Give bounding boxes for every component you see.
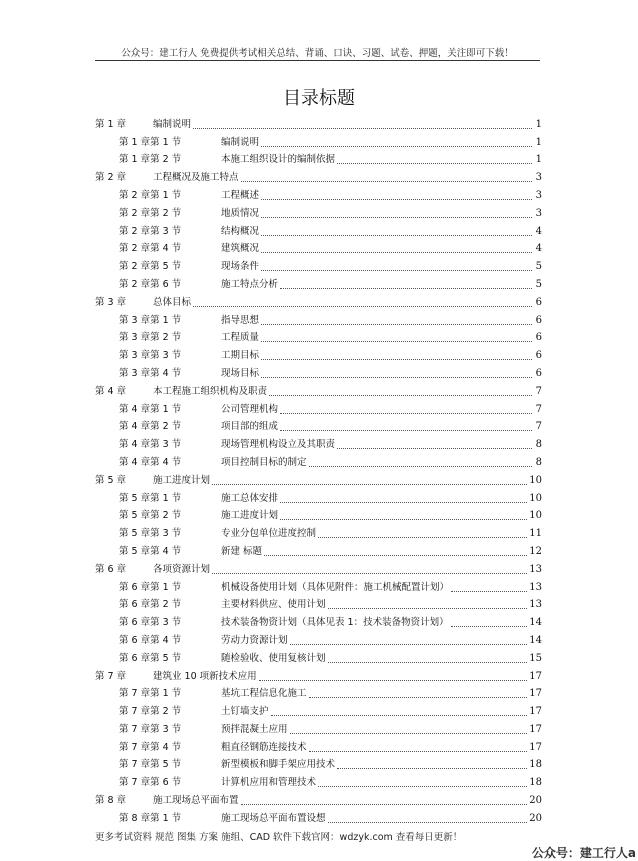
table-of-contents [95,113,542,825]
dot-leader [337,768,527,769]
toc-entry-title: 工程概况及施工特点 [153,172,239,184]
toc-entry-number: 第 5 章第 1 节 [119,492,182,504]
dot-leader [280,413,532,414]
page-title: 目录标题 [283,88,355,109]
toc-page-number: 14 [529,617,542,629]
toc-page-number: 1 [535,118,542,130]
toc-entry-title: 编制说明 [153,118,192,130]
toc-entry-title: 新型模板和脚手架应用技术 [221,759,336,771]
toc-page-number: 12 [529,545,542,557]
toc-page-number: 6 [535,332,542,344]
toc-section-entry[interactable] [95,718,542,736]
dot-leader [280,519,527,520]
toc-entry-number: 第 5 章第 3 节 [119,528,182,540]
toc-entry-number: 第 6 章第 1 节 [119,581,182,593]
toc-entry-number: 第 7 章第 1 节 [119,688,182,700]
toc-entry-number: 第 4 章第 3 节 [119,439,182,451]
dot-leader [193,128,532,129]
toc-entry-title: 劳动力资源计划 [221,634,288,646]
toc-entry-title: 现场目标 [221,367,260,379]
toc-entry-title: 专业分包单位进度控制 [221,528,317,540]
toc-page-number: 13 [529,563,542,575]
toc-page-number: 3 [535,172,542,184]
toc-section-entry[interactable] [95,576,542,594]
toc-chapter-entry[interactable] [95,558,542,576]
toc-page-number: 20 [529,795,542,807]
toc-entry-number: 第 4 章第 4 节 [119,456,182,468]
toc-entry-title: 建筑概况 [221,243,260,255]
toc-entry-number: 第 5 章第 4 节 [119,545,182,557]
toc-entry-title: 土钉墙支护 [221,706,269,718]
toc-entry-title: 地质情况 [221,207,260,219]
toc-entry-number: 第 4 章第 2 节 [119,421,182,433]
toc-page-number: 18 [529,759,542,771]
toc-page-number: 20 [529,812,542,824]
toc-section-entry[interactable] [95,700,542,718]
toc-entry-number: 第 7 章第 3 节 [119,723,182,735]
toc-page-number: 7 [535,421,542,433]
toc-entry-number: 第 3 章第 3 节 [119,350,182,362]
dot-leader [261,199,532,200]
toc-chapter-entry[interactable] [95,665,542,683]
toc-section-entry[interactable] [95,433,542,451]
toc-entry-title: 技术装备物资计划（具体见表 1：技术装备物资计划） [221,617,449,629]
toc-entry-number: 第 2 章第 6 节 [119,278,182,290]
toc-entry-title: 各项资源计划 [153,563,211,575]
toc-entry-number: 第 8 章第 1 节 [119,812,182,824]
toc-section-entry[interactable] [95,238,542,256]
dot-leader [337,163,532,164]
toc-chapter-entry[interactable] [95,789,542,807]
dot-leader [261,359,532,360]
toc-page-number: 5 [535,261,542,273]
toc-entry-title: 本工程施工组织机构及职责 [153,385,268,397]
dot-leader [337,448,532,449]
toc-entry-number: 第 6 章第 3 节 [119,617,182,629]
toc-section-entry[interactable] [95,149,542,167]
toc-entry-number: 第 6 章第 5 节 [119,652,182,664]
dot-leader [261,217,532,218]
dot-leader [212,573,527,574]
toc-entry-title: 施工进度计划 [153,474,211,486]
toc-entry-title: 建筑业 10 项新技术应用 [153,670,257,682]
dot-leader [212,484,527,485]
dot-leader [264,555,527,556]
toc-entry-title: 粗直径钢筋连接技术 [221,741,307,753]
toc-page-number: 14 [529,634,542,646]
toc-page-number: 10 [529,492,542,504]
toc-section-entry[interactable] [95,398,542,416]
toc-entry-title: 现场管理机构设立及其职责 [221,439,336,451]
page-footer: 更多考试资料 规范 图集 方案 施组、CAD 软件下载官网：wdzyk.com 查看每日更新！ [95,832,463,843]
toc-section-entry[interactable] [95,683,542,701]
toc-entry-number: 第 6 章第 2 节 [119,599,182,611]
toc-entry-title: 工程概述 [221,189,260,201]
toc-entry-number: 第 5 章 [95,474,127,486]
toc-entry-title: 结构概况 [221,225,260,237]
toc-entry-title: 施工总体安排 [221,492,279,504]
toc-page-number: 1 [535,154,542,166]
dot-leader [259,680,528,681]
toc-entry-title: 本施工组织设计的编制依据 [221,154,336,166]
toc-page-number: 17 [529,670,542,682]
dot-leader [280,502,527,503]
toc-section-entry[interactable] [95,522,542,540]
toc-section-entry[interactable] [95,629,542,647]
dot-leader [261,146,532,147]
dot-leader [269,395,532,396]
dot-leader [328,608,528,609]
toc-page-number: 13 [529,581,542,593]
header-divider [95,60,540,61]
toc-page-number: 6 [535,296,542,308]
toc-entry-number: 第 7 章第 4 节 [119,741,182,753]
toc-page-number: 17 [529,706,542,718]
toc-page-number: 5 [535,278,542,290]
dot-leader [290,733,528,734]
toc-section-entry[interactable] [95,309,542,327]
toc-page-number: 3 [535,207,542,219]
toc-chapter-entry[interactable] [95,380,542,398]
toc-section-entry[interactable] [95,771,542,789]
toc-entry-title: 主要材料供应、使用计划 [221,599,326,611]
dot-leader [261,341,532,342]
dot-leader [241,181,532,182]
toc-section-entry[interactable] [95,273,542,291]
toc-page-number: 17 [529,741,542,753]
toc-page-number: 10 [529,510,542,522]
toc-entry-number: 第 7 章 [95,670,127,682]
toc-page-number: 13 [529,599,542,611]
toc-section-entry[interactable] [95,487,542,505]
toc-entry-title: 现场条件 [221,261,260,273]
dot-leader [451,591,527,592]
dot-leader [318,537,527,538]
dot-leader [318,786,527,787]
toc-entry-number: 第 1 章第 2 节 [119,154,182,166]
toc-entry-title: 基坑工程信息化施工 [221,688,307,700]
dot-leader [261,235,532,236]
toc-entry-title: 施工现场总平面布置设想 [221,812,326,824]
toc-section-entry[interactable] [95,202,542,220]
toc-page-number: 8 [535,456,542,468]
toc-section-entry[interactable] [95,647,542,665]
toc-section-entry[interactable] [95,611,542,629]
toc-section-entry[interactable] [95,594,542,612]
toc-entry-title: 机械设备使用计划（具体见附件：施工机械配置计划） [221,581,450,593]
toc-page-number: 1 [535,136,542,148]
toc-section-entry[interactable] [95,416,542,434]
toc-page-number: 6 [535,367,542,379]
toc-entry-number: 第 1 章第 1 节 [119,136,182,148]
toc-entry-number: 第 2 章第 2 节 [119,207,182,219]
toc-section-entry[interactable] [95,362,542,380]
toc-entry-number: 第 3 章第 1 节 [119,314,182,326]
toc-entry-number: 第 7 章第 5 节 [119,759,182,771]
toc-section-entry[interactable] [95,451,542,469]
dot-leader [193,306,532,307]
toc-page-number: 3 [535,189,542,201]
dot-leader [280,288,532,289]
toc-page-number: 6 [535,350,542,362]
toc-entry-title: 施工特点分析 [221,278,279,290]
toc-section-entry[interactable] [95,220,542,238]
toc-chapter-entry[interactable] [95,113,542,131]
toc-section-entry[interactable] [95,540,542,558]
toc-entry-title: 公司管理机构 [221,403,279,415]
dot-leader [309,751,528,752]
dot-leader [451,626,528,627]
dot-leader [271,715,528,716]
toc-entry-number: 第 5 章第 2 节 [119,510,182,522]
dot-leader [241,804,528,805]
toc-entry-title: 总体目标 [153,296,192,308]
toc-entry-number: 第 7 章第 2 节 [119,706,182,718]
toc-entry-title: 随检验收、使用复核计划 [221,652,326,664]
toc-entry-title: 施工现场总平面布置 [153,795,239,807]
dot-leader [309,466,532,467]
toc-page-number: 4 [535,243,542,255]
toc-page-number: 4 [535,225,542,237]
toc-entry-number: 第 7 章第 6 节 [119,777,182,789]
toc-entry-number: 第 3 章第 4 节 [119,367,182,379]
toc-entry-title: 工程质量 [221,332,260,344]
toc-entry-title: 预拌混凝土应用 [221,723,288,735]
dot-leader [328,822,528,823]
toc-entry-title: 项目控制目标的制定 [221,456,307,468]
dot-leader [261,324,532,325]
toc-page-number: 17 [529,723,542,735]
dot-leader [309,697,528,698]
toc-entry-number: 第 4 章第 1 节 [119,403,182,415]
toc-entry-number: 第 2 章第 3 节 [119,225,182,237]
toc-page-number: 17 [529,688,542,700]
dot-leader [328,662,528,663]
toc-section-entry[interactable] [95,505,542,523]
toc-entry-title: 项目部的组成 [221,421,279,433]
toc-section-entry[interactable] [95,344,542,362]
toc-page-number: 6 [535,314,542,326]
toc-entry-number: 第 1 章 [95,118,127,130]
toc-page-number: 18 [529,777,542,789]
toc-section-entry[interactable] [95,184,542,202]
toc-entry-title: 计算机应用和管理技术 [221,777,317,789]
toc-chapter-entry[interactable] [95,469,542,487]
toc-page-number: 15 [529,652,542,664]
dot-leader [280,430,532,431]
toc-section-entry[interactable] [95,131,542,149]
toc-entry-title: 指导思想 [221,314,260,326]
toc-page-number: 7 [535,385,542,397]
toc-page-number: 8 [535,439,542,451]
toc-entry-title: 新建 标题 [221,545,263,557]
toc-entry-number: 第 2 章第 5 节 [119,261,182,273]
toc-section-entry[interactable] [95,736,542,754]
toc-entry-number: 第 4 章 [95,385,127,397]
toc-section-entry[interactable] [95,327,542,345]
toc-entry-title: 工期目标 [221,350,260,362]
toc-entry-title: 编制说明 [221,136,260,148]
toc-page-number: 10 [529,474,542,486]
page-header: 公众号：建工行人 免费提供考试相关总结、背诵、口诀、习题、试卷、押题，关注即可下载！ [121,48,514,59]
toc-page-number: 7 [535,403,542,415]
toc-section-entry[interactable] [95,255,542,273]
toc-section-entry[interactable] [95,807,542,825]
dot-leader [261,377,532,378]
toc-entry-number: 第 8 章 [95,795,127,807]
toc-section-entry[interactable] [95,754,542,772]
dot-leader [290,644,528,645]
dot-leader [261,270,532,271]
toc-entry-number: 第 6 章第 4 节 [119,634,182,646]
toc-entry-number: 第 3 章第 2 节 [119,332,182,344]
watermark: 公众号：建工行人a [531,846,636,860]
toc-entry-number: 第 2 章 [95,172,127,184]
dot-leader [261,252,532,253]
toc-entry-number: 第 6 章 [95,563,127,575]
toc-entry-title: 施工进度计划 [221,510,279,522]
toc-entry-number: 第 3 章 [95,296,127,308]
toc-page-number: 11 [529,528,542,540]
toc-entry-number: 第 2 章第 1 节 [119,189,182,201]
toc-chapter-entry[interactable] [95,166,542,184]
toc-entry-number: 第 2 章第 4 节 [119,243,182,255]
toc-chapter-entry[interactable] [95,291,542,309]
